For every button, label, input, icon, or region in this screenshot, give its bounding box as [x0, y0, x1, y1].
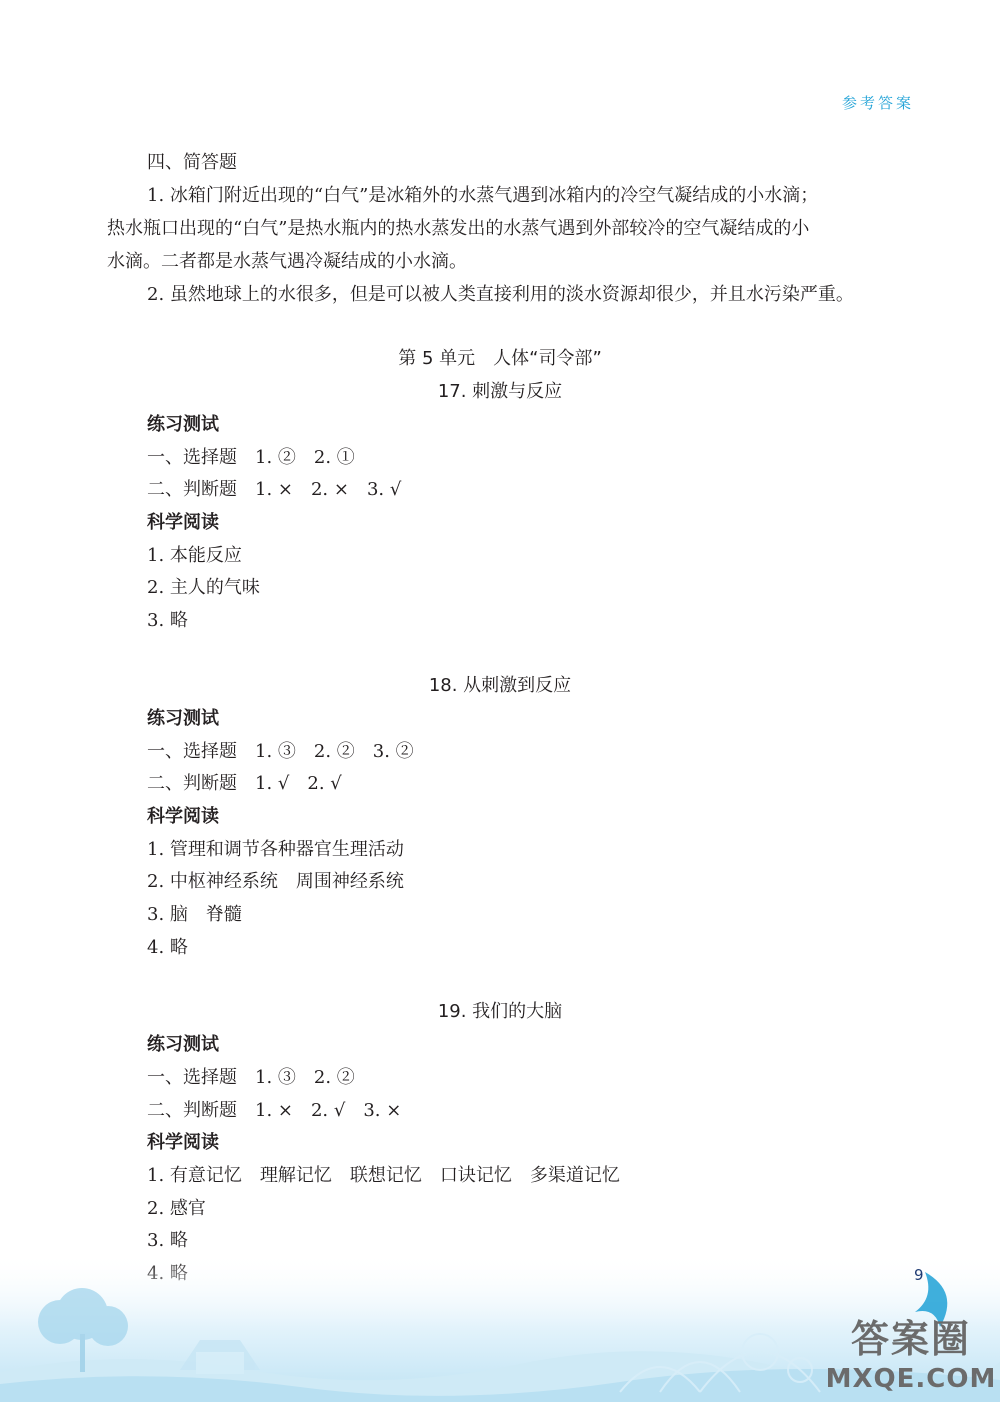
practice-heading: 练习测试 [147, 1034, 219, 1055]
watermark-bottom-text: MXQE.COM [825, 1364, 997, 1394]
choice-answers: 一、选择题 1. ③ 2. ② 3. ② [147, 741, 414, 762]
choice-answers: 一、选择题 1. ③ 2. ② [147, 1067, 355, 1088]
lesson-title: 19. 我们的大脑 [437, 1001, 563, 1022]
practice-heading: 练习测试 [147, 708, 219, 729]
section-header-tag: 参考答案 [841, 94, 914, 112]
lesson-title: 17. 刺激与反应 [437, 381, 563, 402]
reading-answer: 3. 略 [147, 610, 188, 631]
reading-answer: 1. 管理和调节各种器官生理活动 [147, 839, 404, 860]
watermark-logo [822, 1304, 1000, 1400]
choice-answers: 一、选择题 1. ② 2. ① [147, 447, 355, 468]
judge-answers: 二、判断题 1. × 2. √ 3. × [147, 1100, 402, 1121]
unit-title: 第 5 单元 人体“司令部” [398, 348, 602, 369]
reading-answer: 2. 感官 [147, 1198, 206, 1219]
reading-heading: 科学阅读 [147, 806, 219, 827]
watermark-top-text: 答案圈 [850, 1317, 971, 1361]
reading-answer: 2. 中枢神经系统 周围神经系统 [147, 871, 404, 892]
section-title: 四、简答题 [147, 152, 237, 173]
reading-heading: 科学阅读 [147, 512, 219, 533]
answer-item-1-line-3: 水滴。二者都是水蒸气遇冷凝结成的小水滴。 [107, 251, 467, 272]
answer-item-2: 2. 虽然地球上的水很多，但是可以被人类直接利用的淡水资源却很少，并且水污染严重。 [147, 284, 854, 305]
reading-answer: 3. 略 [147, 1230, 188, 1251]
reading-answer: 4. 略 [147, 937, 188, 958]
judge-answers: 二、判断题 1. × 2. × 3. √ [147, 479, 402, 500]
answer-item-1-line-2: 热水瓶口出现的“白气”是热水瓶内的热水蒸发出的水蒸气遇到外部较冷的空气凝结成的小 [107, 218, 810, 239]
page-number: 9 [914, 1266, 924, 1284]
answer-item-1-line-1: 1. 冰箱门附近出现的“白气”是冰箱外的水蒸气遇到冰箱内的冷空气凝结成的小水滴； [147, 185, 819, 206]
practice-heading: 练习测试 [147, 414, 219, 435]
reading-answer: 1. 本能反应 [147, 545, 242, 566]
reading-answer: 1. 有意记忆 理解记忆 联想记忆 口诀记忆 多渠道记忆 [147, 1165, 620, 1186]
reading-heading: 科学阅读 [147, 1132, 219, 1153]
reading-answer: 2. 主人的气味 [147, 577, 260, 598]
reading-answer: 3. 脑 脊髓 [147, 904, 242, 925]
lesson-title: 18. 从刺激到反应 [428, 675, 572, 696]
judge-answers: 二、判断题 1. √ 2. √ [147, 773, 342, 794]
